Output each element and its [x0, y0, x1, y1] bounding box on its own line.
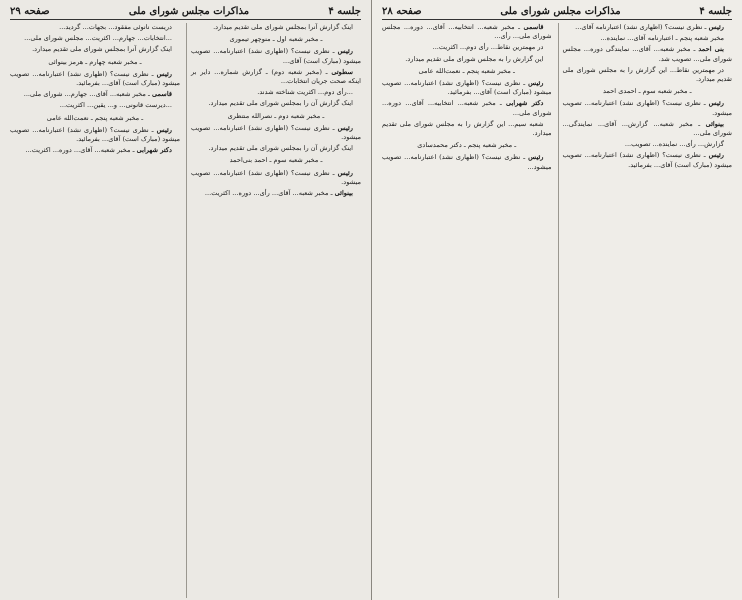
speaker-name: سطوتی [331, 67, 353, 76]
left-page-columns [10, 23, 361, 598]
right-page-header [382, 6, 732, 20]
paragraph [563, 45, 733, 63]
paragraph-text: مخبر شعبه پنجم ـ اعتبارنامه آقای... نماینده... [600, 34, 724, 43]
paragraph [382, 55, 552, 64]
speaker-name: قاسمی [523, 23, 544, 31]
paragraph-text: اینک گزارش آن را بمجلس شورای ملی تقدیم میدارد. [208, 144, 353, 153]
signature-line: ـ مخبر شعبه دوم ـ نصرالله منتظری [227, 111, 325, 120]
left-page-header [10, 6, 361, 20]
paragraph-text: ...رأی دوم... اکثریت شناخته شدند. [257, 88, 353, 97]
speaker-name: رئیس [337, 123, 353, 132]
paragraph-text: ـ مخبر شعبه... انتخابیه... آقای... دوره... شورای ملی... [382, 99, 552, 117]
paragraph-text: ـ نظری نیست؟ (اظهاری نشد) اعتبارنامه... تصویب میشود. [562, 99, 732, 117]
right-page [371, 0, 742, 600]
paragraph-text: ـ مخبر شعبه... آقای... رأی... دوره... اکثریت... [204, 189, 333, 198]
right-page-number: صفحه ۲۸ [382, 6, 422, 17]
speaker-name: رئیس [337, 168, 353, 177]
paragraph [10, 70, 180, 88]
paragraph [191, 88, 361, 97]
paragraph [191, 169, 361, 187]
paragraph [382, 23, 552, 41]
paragraph [563, 66, 733, 84]
paragraph-text: در مهمترین نقاط... این گزارش را به مجلس شورای ملی تقدیم میدارد. [562, 65, 732, 84]
paragraph-text: ـ مخبر شعبه... گزارش... آقای... نمایندگی... شورای ملی... [562, 119, 732, 138]
paragraph-text: اینک گزارش آن را بمجلس شورای ملی تقدیم میدارد. [208, 99, 353, 108]
paragraph [10, 101, 180, 110]
paragraph-text: ـ نظری نیست؟ (اظهاری نشد) اعتبارنامه آقای... [575, 23, 707, 31]
signature-line: ـ مخبر شعبه پنجم ـ دکتر محمدسادی [417, 141, 517, 150]
paragraph [382, 79, 552, 97]
speaker-name: رئیس [156, 125, 172, 134]
paragraph [10, 90, 180, 99]
speaker-name: رئیس [337, 47, 353, 56]
paragraph-text: ـ مخبر شعبه... آقای... جهارم... شورای ملی... [23, 90, 150, 99]
speaker-name: دکتر شهرابی [506, 99, 544, 108]
speaker-name: بنی احمد [698, 45, 724, 54]
paragraph [563, 120, 733, 138]
paragraph-text: این گزارش را به مجلس شورای ملی تقدیم میدارد. [405, 54, 544, 63]
speaker-name: رئیس [528, 79, 544, 88]
paragraph [191, 144, 361, 153]
signature-line: ـ مخبر شعبه اول ـ منوچهر تیموری [229, 35, 323, 44]
left-page-number: صفحه ۲۹ [10, 6, 50, 17]
signature-line: ـ مخبر شعبه سوم ـ احمد بنی‌احمد [229, 156, 323, 165]
paragraph [382, 153, 552, 171]
right-col-b [382, 23, 552, 598]
paragraph [382, 43, 552, 52]
paragraph [382, 120, 552, 138]
paragraph-text: ـ نظری نیست؟ (اظهاری نشد) اعتبارنامه... تصویب میشود. [191, 168, 361, 186]
paragraph-text: ـ نظری نیست؟ (اظهاری نشد) اعتبارنامه... تصویب میشود. [191, 123, 361, 142]
left-page-title: مذاکرات مجلس شورای ملی [128, 6, 250, 17]
speaker-name: رئیس [156, 69, 172, 78]
paragraph [10, 34, 180, 43]
right-col-a [558, 23, 733, 598]
speaker-name: دکتر شهرابی [136, 146, 172, 155]
signature-line: ـ مخبر شعبه پنجم ـ نعمت‌الله عامی [46, 113, 144, 122]
speaker-name: بینوائی [334, 189, 353, 198]
paragraph-text: ـ نظری نیست؟ (اظهاری نشد) اعتبارنامه... تصویب میشود (مبارک است) آقای... بفرمائید. [10, 125, 180, 144]
right-page-columns [382, 23, 732, 598]
paragraph-text: ـ (مخبر شعبه دوم) ـ گزارش شماره... دایر بر اینکه صحت جریان انتخابات... [191, 67, 361, 86]
paragraph-text: دریست نانوئی مفقود... بجهات... گردید... [59, 23, 172, 31]
right-page-session: جلسه ۴ [699, 6, 732, 17]
paragraph [563, 151, 733, 169]
paragraph [191, 189, 361, 198]
paragraph-text: ـ مخبر شعبه... انتخابیه... آقای... دوره... مجلس شورای ملی... رأی... [382, 23, 552, 41]
speaker-name: بینوائی [705, 119, 724, 128]
paragraph-text: ـ نظری نیست؟ (اظهاری نشد) اعتبارنامه... تصویب میشود (مبارک است) آقای... بفرمائید. [10, 69, 180, 88]
speaker-name: قاسمی [152, 90, 172, 99]
paragraph [563, 23, 733, 32]
paragraph [10, 45, 180, 54]
paragraph [191, 124, 361, 142]
paragraph-text: ـ مخبر شعبه... آقای... نمایندگی دوره... مجلس شورای ملی... تصویب شد. [562, 45, 732, 63]
paragraph-text: اینک گزارش آنرا بمجلس شورای ملی تقدیم میدارد. [213, 23, 353, 31]
paragraph [191, 47, 361, 65]
paragraph-text: ـ نظری نیست؟ (اظهاری نشد) اعتبارنامه... تصویب میشود... [382, 153, 552, 171]
paragraph-text: در مهمترین نقاط... رأی دوم... اکثریت... [432, 43, 544, 52]
left-page-session: جلسه ۴ [328, 6, 361, 17]
paragraph [10, 23, 180, 32]
speaker-name: رئیس [708, 151, 724, 160]
paragraph [563, 140, 733, 149]
speaker-name: رئیس [708, 23, 724, 31]
signature-line: ـ مخبر شعبه سوم ـ احمدی احمد [602, 87, 692, 96]
paragraph-text: اینک گزارش آنرا بمجلس شورای ملی تقدیم میدارد. [32, 45, 172, 54]
paragraph [191, 23, 361, 32]
paragraph [191, 68, 361, 86]
paragraph-text: گزارش... رأی... نماینده... تصویب... [624, 140, 724, 149]
signature-line: ـ مخبر شعبه پنجم ـ نعمت‌الله عامی [418, 66, 515, 75]
speaker-name: رئیس [708, 99, 724, 108]
speaker-name: رئیس [528, 153, 544, 162]
paragraph-text: ـ نظری نیست؟ (اظهاری نشد) اعتبارنامه... تصویب میشود (مبارک است) آقای... بفرمائید. [382, 79, 552, 97]
paragraph [191, 99, 361, 108]
left-col-a [186, 23, 361, 598]
paragraph-text: ـ مخبر شعبه... آقای... دوره... اکثریت... [25, 146, 135, 155]
paragraph [563, 34, 733, 43]
paragraph [10, 126, 180, 144]
paragraph-text: ...انتخابات... جهارم... اکثریت... مجلس شورای ملی... [24, 34, 172, 43]
paragraph [10, 146, 180, 155]
paragraph-text: ـ نظری نیست؟ (اظهاری نشد) اعتبارنامه... تصویب میشود (مبارک است) آقای... [191, 47, 361, 65]
left-col-b [10, 23, 180, 598]
paragraph [563, 99, 733, 117]
paragraph-text: ...دیرست قانونی... و... یقین... اکثریت... [59, 101, 172, 110]
paragraph-text: شعبه سیم... این گزارش را به مجلس شورای ملی تقدیم میدارد. [382, 119, 552, 138]
right-page-title: مذاکرات مجلس شورای ملی [500, 6, 621, 17]
paragraph-text: ـ نظری نیست؟ (اظهاری نشد) اعتبارنامه... تصویب میشود (مبارک است) آقای... بفرمائید. [562, 151, 732, 169]
paragraph [382, 99, 552, 117]
signature-line: ـ مخبر شعبه چهارم ـ هرمز بینوائی [48, 57, 142, 66]
